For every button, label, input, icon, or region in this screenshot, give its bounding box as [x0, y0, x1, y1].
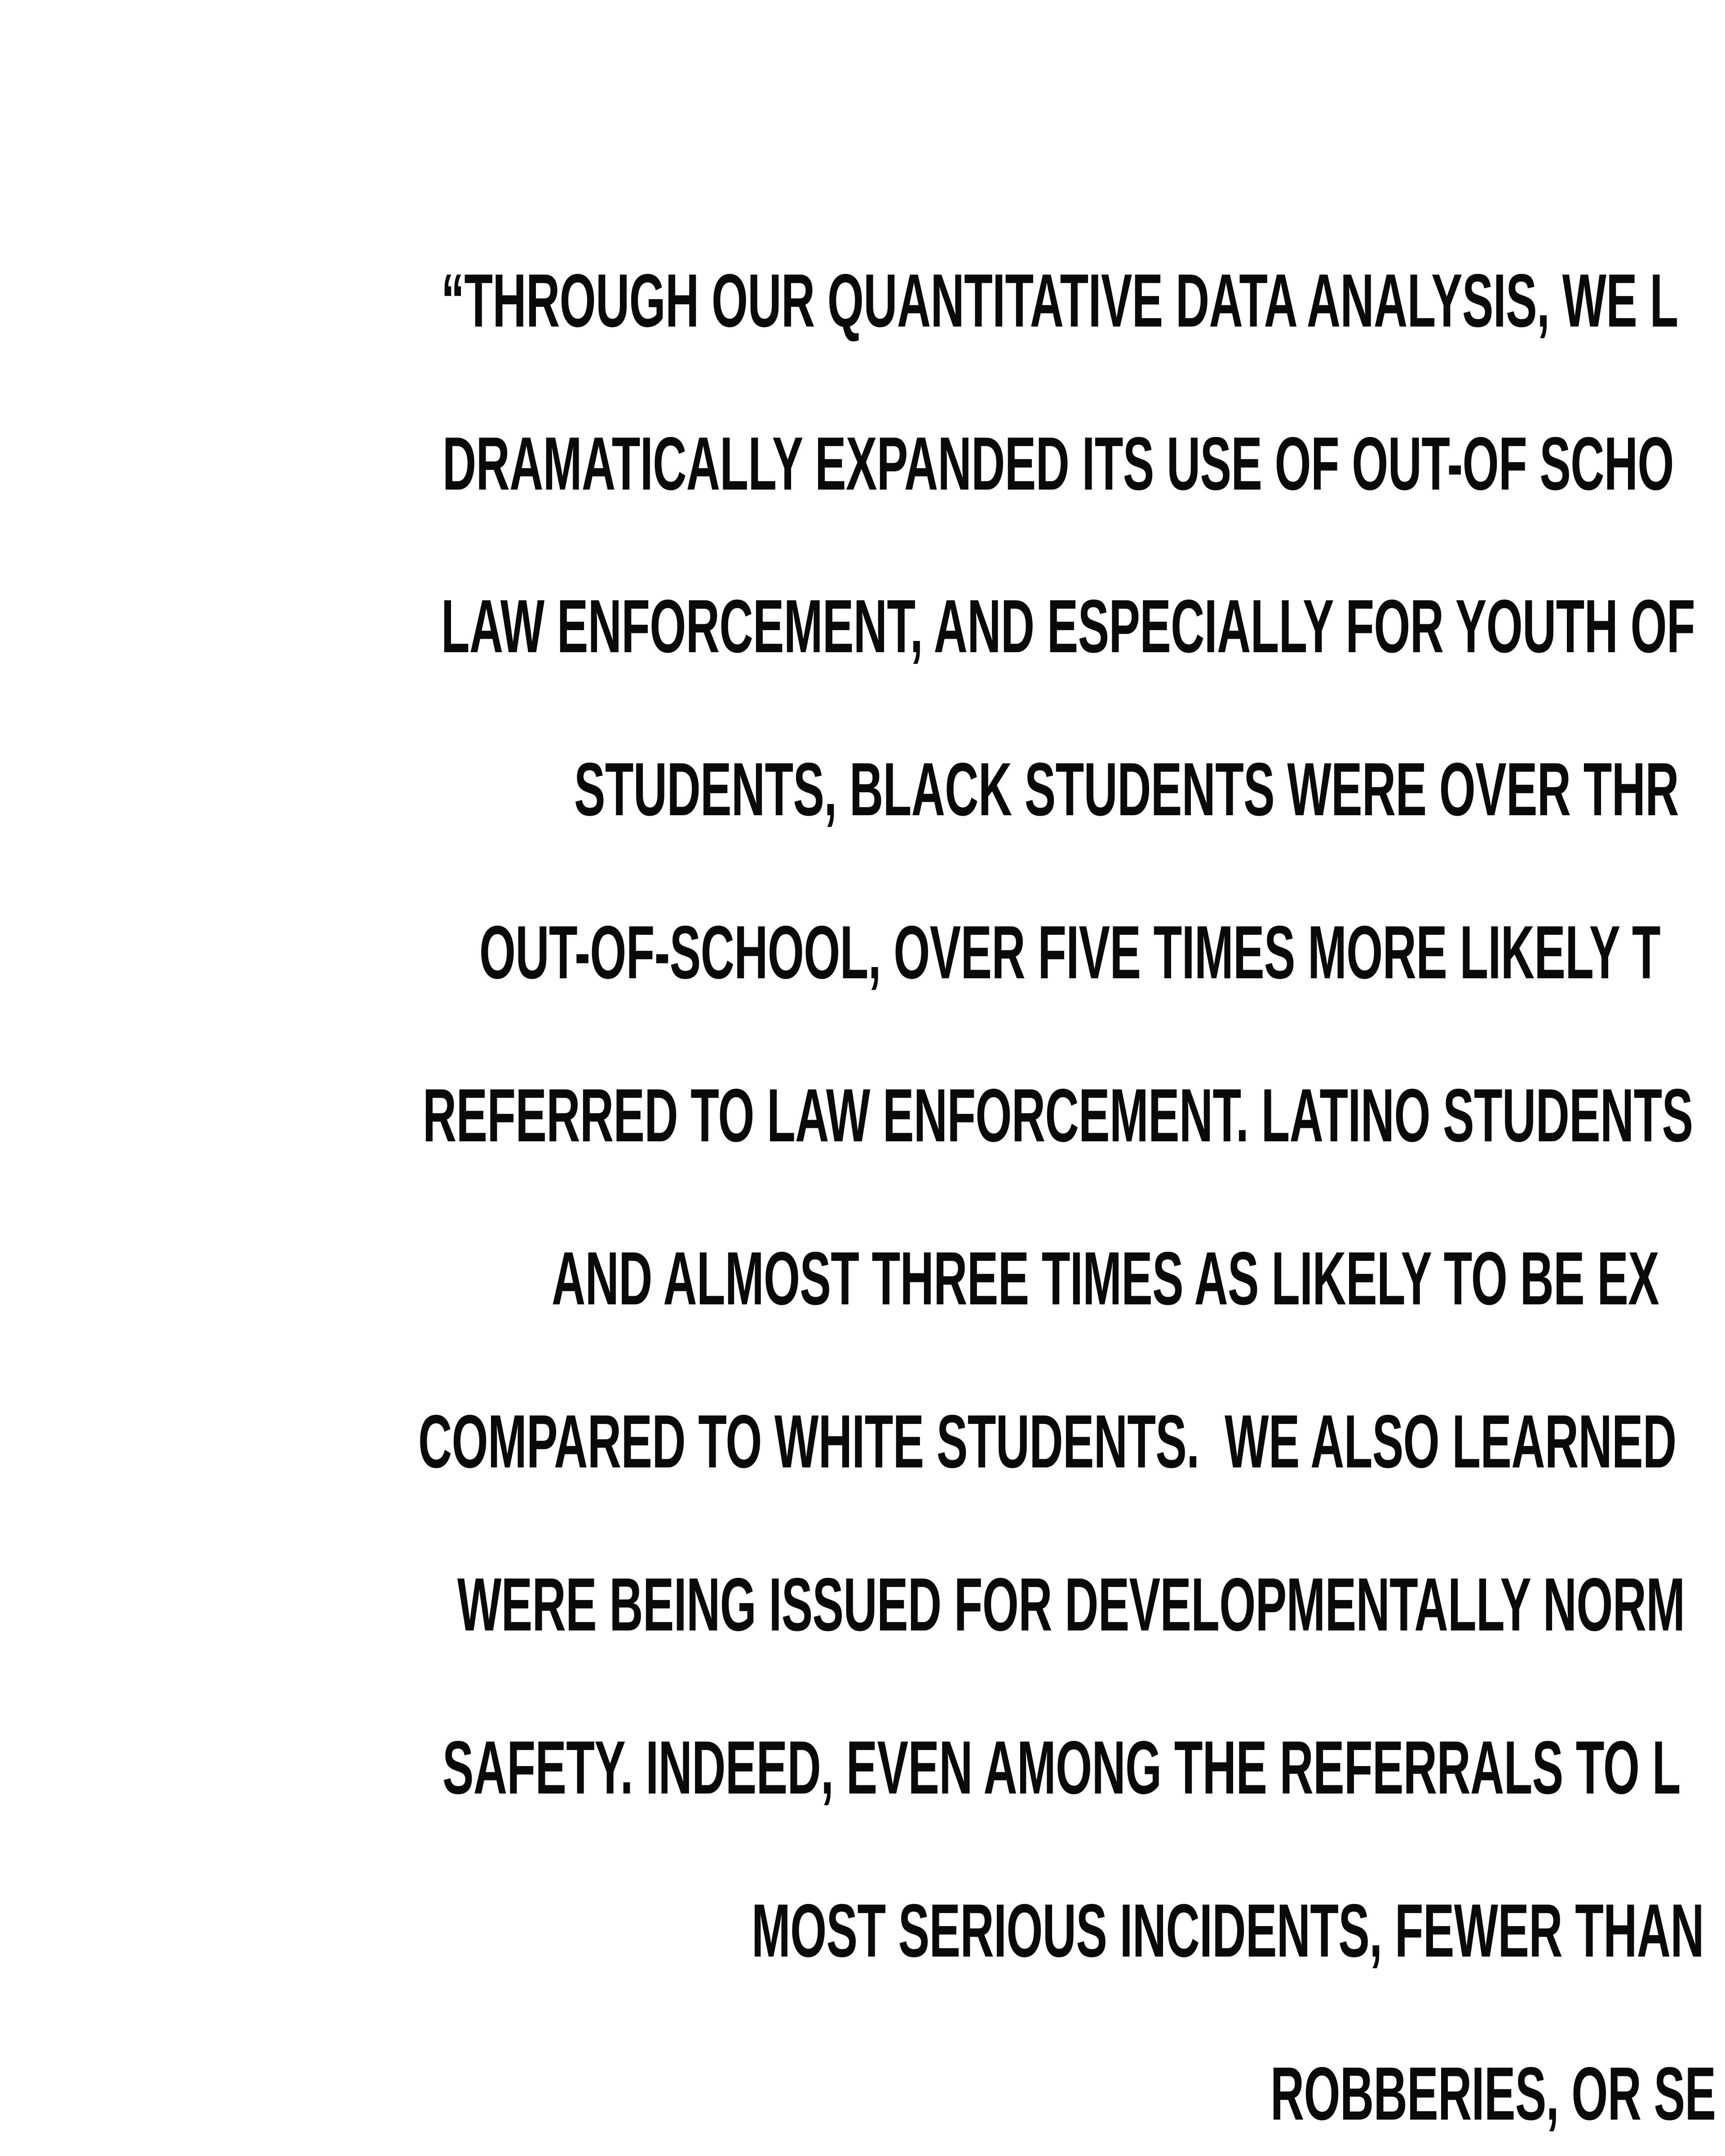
- quote-line-12: ROBBERIES, OR SE: [1270, 2051, 1716, 2136]
- quote-line-3: LAW ENFORCEMENT, AND ESPECIALLY FOR YOUTH OF: [441, 584, 1695, 668]
- quote-line-10: SAFETY. INDEED, EVEN AMONG THE REFERRALS TO L: [442, 1725, 1681, 1810]
- quote-line-11: MOST SERIOUS INCIDENTS, FEWER THAN: [752, 1888, 1704, 1973]
- quote-line-9: WERE BEING ISSUED FOR DEVELOPMENTALLY NORM: [457, 1562, 1685, 1647]
- quote-line-1: “THROUGH OUR QUANTITATIVE DATA ANALYSIS, WE L: [441, 258, 1678, 343]
- quote-line-8: COMPARED TO WHITE STUDENTS. WE ALSO LEARNED: [418, 1399, 1676, 1484]
- quote-line-6: REFERRED TO LAW ENFORCEMENT. LATINO STUDENTS: [423, 1073, 1693, 1158]
- quote-line-7: AND ALMOST THREE TIMES AS LIKELY TO BE EX: [552, 1236, 1659, 1321]
- quote-line-5: OUT-OF-SCHOOL, OVER FIVE TIMES MORE LIKELY T: [479, 910, 1661, 994]
- quote-line-4: STUDENTS, BLACK STUDENTS WERE OVER THR: [574, 747, 1679, 831]
- quote-line-2: DRAMATICALLY EXPANDED ITS USE OF OUT-OF SCHO: [442, 421, 1674, 506]
